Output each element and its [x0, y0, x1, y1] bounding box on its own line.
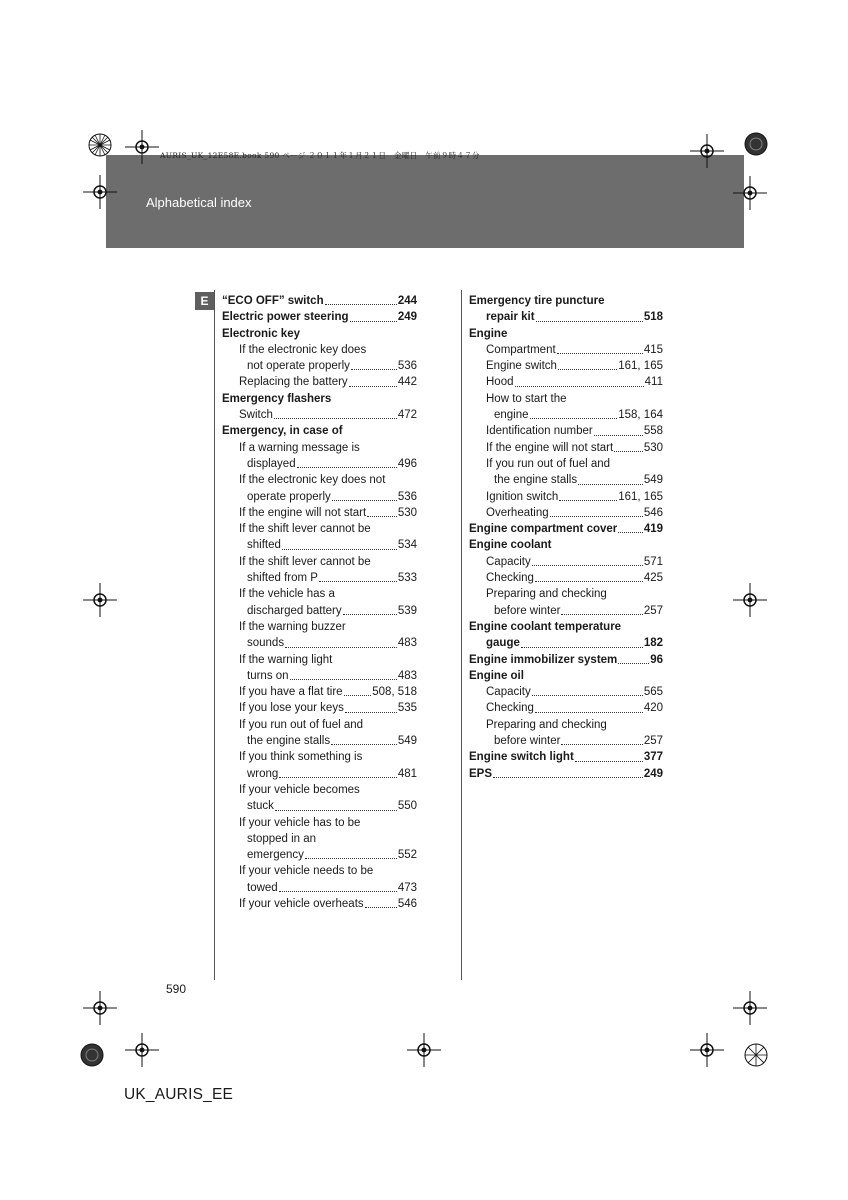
- leader-dots: [285, 646, 397, 648]
- index-entry: [469, 374, 663, 390]
- index-entry-page: 539: [397, 604, 417, 617]
- index-entry-text: Emergency, in case of: [222, 425, 343, 438]
- index-entry-page: 96: [650, 653, 663, 666]
- index-entry: [469, 766, 663, 782]
- left-column-rule: [214, 290, 215, 980]
- leader-dots: [535, 580, 643, 582]
- index-entry-page: 533: [397, 572, 417, 585]
- index-entry: [469, 521, 663, 537]
- leader-dots: [532, 694, 643, 696]
- index-entry: [469, 537, 663, 553]
- crosshair-mark: [80, 125, 120, 165]
- index-entry: [222, 668, 417, 684]
- index-entry-page: 565: [643, 686, 663, 699]
- leader-dots: [550, 515, 643, 517]
- index-entry-text: the engine stalls: [494, 474, 578, 487]
- index-entry-text: Engine coolant temperature: [469, 620, 622, 633]
- leader-dots: [351, 368, 397, 370]
- index-entry-page: 420: [643, 702, 663, 715]
- index-entry-text: If you think something is: [239, 751, 363, 764]
- crosshair-mark: [736, 1035, 776, 1075]
- index-entry: [222, 374, 417, 390]
- index-entry: [222, 342, 417, 358]
- index-entry-page: 534: [397, 539, 417, 552]
- index-entry: [222, 635, 417, 651]
- index-entry: [222, 749, 417, 765]
- index-entry: [469, 423, 663, 439]
- leader-dots: [297, 466, 397, 468]
- index-entry-text: emergency: [247, 849, 304, 862]
- index-entry: [469, 309, 663, 325]
- index-entry: [222, 652, 417, 668]
- index-entry: [469, 342, 663, 358]
- index-entry: [469, 684, 663, 700]
- index-entry-text: engine: [494, 409, 529, 422]
- index-entry: [222, 798, 417, 814]
- index-entry-text: shifted from P: [247, 572, 318, 585]
- index-entry-text: EPS: [469, 767, 493, 780]
- leader-dots: [559, 499, 617, 501]
- index-entry-text: If the warning light: [239, 653, 333, 666]
- leader-dots: [279, 890, 397, 892]
- index-entry-text: stuck: [247, 800, 274, 813]
- index-entry-text: Engine compartment cover: [469, 523, 618, 536]
- index-entry-text: If your vehicle has to be: [239, 816, 361, 829]
- index-entry-text: If a warning message is: [239, 441, 360, 454]
- index-entry-page: 161, 165: [618, 490, 663, 503]
- leader-dots: [575, 760, 643, 762]
- registration-target-icon: [690, 134, 724, 168]
- index-entry-text: If the warning buzzer: [239, 620, 346, 633]
- index-entry-text: Preparing and checking: [486, 718, 607, 731]
- index-entry: [222, 391, 417, 407]
- index-entry-text: Capacity: [486, 686, 531, 699]
- index-entry-page: 535: [397, 702, 417, 715]
- index-entry-text: gauge: [486, 637, 520, 650]
- index-entry: [222, 831, 417, 847]
- index-entry-page: 549: [643, 474, 663, 487]
- index-entry-text: Emergency tire puncture: [469, 295, 605, 307]
- index-entry-page: 425: [643, 572, 663, 585]
- index-entry-text: Preparing and checking: [486, 588, 607, 601]
- index-entry-text: “ECO OFF” switch: [222, 295, 324, 307]
- index-entry: [222, 684, 417, 700]
- index-entry: [469, 717, 663, 733]
- index-entry-page: 442: [397, 376, 417, 389]
- index-entry-text: Identification number: [486, 425, 593, 438]
- index-entry-page: 249: [643, 767, 663, 780]
- index-entry-text: Capacity: [486, 555, 531, 568]
- index-entry-text: Overheating: [486, 506, 549, 519]
- leader-dots: [561, 743, 642, 745]
- index-entry-text: stopped in an: [247, 832, 317, 845]
- index-entry: [222, 619, 417, 635]
- index-entry-page: 415: [643, 343, 663, 356]
- index-entry-page: 257: [643, 735, 663, 748]
- leader-dots: [282, 548, 397, 550]
- index-entry-page: 571: [643, 555, 663, 568]
- index-entry-text: Engine: [469, 327, 508, 340]
- registration-target-icon: [83, 991, 117, 1025]
- index-entry: [469, 603, 663, 619]
- index-entry-page: 483: [397, 637, 417, 650]
- leader-dots: [558, 368, 617, 370]
- leader-dots: [332, 499, 397, 501]
- leader-dots: [493, 776, 643, 778]
- index-entry-text: repair kit: [486, 311, 535, 324]
- index-entry: [469, 505, 663, 521]
- leader-dots: [305, 857, 397, 859]
- index-entry-text: How to start the: [486, 392, 567, 405]
- leader-dots: [535, 711, 643, 713]
- index-entry: [222, 863, 417, 879]
- crosshair-mark: [72, 1035, 112, 1075]
- index-entry-text: Compartment: [486, 343, 556, 356]
- leader-dots: [614, 450, 643, 452]
- index-entry-text: wrong: [247, 767, 279, 780]
- index-entry: [469, 619, 663, 635]
- leader-dots: [279, 776, 396, 778]
- index-entry: [222, 521, 417, 537]
- index-entry: [469, 489, 663, 505]
- index-entry-page: 496: [397, 457, 417, 470]
- index-entry: [469, 700, 663, 716]
- page-title: Alphabetical index: [146, 195, 252, 210]
- index-entry: [222, 766, 417, 782]
- index-entry: [469, 749, 663, 765]
- crosshair-mark: [736, 124, 776, 164]
- index-entry: [222, 440, 417, 456]
- index-entry-text: If the vehicle has a: [239, 588, 335, 601]
- index-entry-text: Ignition switch: [486, 490, 559, 503]
- index-entry-text: displayed: [247, 457, 296, 470]
- index-entry: [222, 815, 417, 831]
- leader-dots: [618, 662, 649, 664]
- registration-target-icon: [407, 1033, 441, 1067]
- registration-target-icon: [690, 1033, 724, 1067]
- index-entry-text: If you have a flat tire: [239, 686, 343, 699]
- leader-dots: [319, 580, 397, 582]
- index-entry-text: Engine switch light: [469, 751, 574, 764]
- index-entry-page: 508, 518: [372, 686, 417, 699]
- index-entry: [469, 586, 663, 602]
- index-entry-text: Hood: [486, 376, 514, 389]
- index-entry-page: 530: [397, 506, 417, 519]
- index-entry-page: 518: [643, 311, 663, 324]
- index-entry: [222, 603, 417, 619]
- leader-dots: [532, 564, 643, 566]
- index-entry-page: 536: [397, 490, 417, 503]
- index-entry-page: 257: [643, 604, 663, 617]
- index-entry-text: not operate properly: [247, 360, 350, 373]
- leader-dots: [290, 678, 397, 680]
- leader-dots: [515, 385, 644, 387]
- index-entry-text: Replacing the battery: [239, 376, 348, 389]
- index-entry-page: 249: [397, 311, 417, 324]
- index-entry: [222, 309, 417, 325]
- index-entry: [469, 472, 663, 488]
- index-entry-text: turns on: [247, 669, 289, 682]
- registration-target-icon: [83, 175, 117, 209]
- index-entry: [222, 880, 417, 896]
- index-entry: [469, 326, 663, 342]
- index-entry-page: 483: [397, 669, 417, 682]
- index-entry-page: 550: [397, 800, 417, 813]
- leader-dots: [331, 743, 397, 745]
- index-entry-text: Electric power steering: [222, 311, 349, 324]
- leader-dots: [561, 613, 642, 615]
- index-column-left: [222, 293, 417, 912]
- index-entry: [222, 733, 417, 749]
- registration-target-icon: [733, 583, 767, 617]
- index-entry-text: shifted: [247, 539, 281, 552]
- index-entry-page: 419: [643, 523, 663, 536]
- index-entry: [222, 896, 417, 912]
- index-entry-text: If the engine will not start: [486, 441, 614, 454]
- registration-target-icon: [83, 583, 117, 617]
- leader-dots: [274, 417, 397, 419]
- index-entry-text: If you lose your keys: [239, 702, 344, 715]
- index-entry-page: 549: [397, 735, 417, 748]
- index-entry: [222, 586, 417, 602]
- index-entry: [222, 293, 417, 309]
- index-entry-page: 552: [397, 849, 417, 862]
- index-entry-text: Checking: [486, 702, 534, 715]
- index-entry: [469, 440, 663, 456]
- leader-dots: [578, 483, 643, 485]
- index-entry-text: before winter: [494, 604, 561, 617]
- index-entry-text: If your vehicle needs to be: [239, 865, 374, 878]
- index-entry-text: sounds: [247, 637, 285, 650]
- index-entry-text: the engine stalls: [247, 735, 331, 748]
- index-entry-text: towed: [247, 881, 278, 894]
- leader-dots: [365, 906, 397, 908]
- index-entry-page: 473: [397, 881, 417, 894]
- leader-dots: [350, 320, 397, 322]
- index-entry-page: 411: [644, 376, 663, 389]
- index-entry-text: Emergency flashers: [222, 392, 332, 405]
- registration-target-icon: [733, 991, 767, 1025]
- index-entry-text: If the shift lever cannot be: [239, 555, 371, 568]
- index-entry-text: If the electronic key does: [239, 343, 367, 356]
- registration-target-icon: [125, 1033, 159, 1067]
- index-entry: [469, 407, 663, 423]
- leader-dots: [530, 417, 618, 419]
- index-entry: [222, 326, 417, 342]
- index-entry: [469, 456, 663, 472]
- index-entry-text: Engine coolant: [469, 539, 552, 552]
- leader-dots: [325, 303, 397, 305]
- index-entry-text: Engine switch: [486, 360, 557, 373]
- index-entry: [469, 358, 663, 374]
- index-entry: [469, 293, 663, 309]
- index-entry-text: discharged battery: [247, 604, 342, 617]
- index-entry-page: 481: [397, 767, 417, 780]
- index-entry: [469, 570, 663, 586]
- page-number: 590: [166, 982, 187, 996]
- index-entry-page: 377: [643, 751, 663, 764]
- index-entry-page: 158, 164: [618, 409, 663, 422]
- index-column-right: [469, 293, 663, 782]
- index-entry: [222, 423, 417, 439]
- index-entry: [222, 358, 417, 374]
- index-entry-text: Electronic key: [222, 327, 300, 340]
- index-entry: [222, 537, 417, 553]
- leader-dots: [618, 531, 643, 533]
- index-entry: [222, 489, 417, 505]
- leader-dots: [343, 613, 397, 615]
- index-entry-text: Checking: [486, 572, 534, 585]
- index-entry-text: If you run out of fuel and: [486, 457, 611, 470]
- index-entry: [469, 635, 663, 651]
- index-entry: [222, 554, 417, 570]
- registration-target-icon: [733, 176, 767, 210]
- index-entry-page: 182: [643, 637, 663, 650]
- index-entry-page: 472: [397, 409, 417, 422]
- file-info: AURIS_UK_12E58E.book 590 ページ ２０１１年１月２１日 金曜日 午前９時４７分: [160, 151, 480, 160]
- index-entry-text: If the engine will not start: [239, 506, 367, 519]
- index-entry: [469, 554, 663, 570]
- leader-dots: [349, 385, 397, 387]
- index-entry: [222, 717, 417, 733]
- index-entry: [222, 456, 417, 472]
- index-entry-text: Engine oil: [469, 669, 524, 682]
- index-entry-page: 536: [397, 360, 417, 373]
- footer-code: UK_AURIS_EE: [124, 1086, 234, 1103]
- leader-dots: [536, 320, 643, 322]
- index-entry: [469, 668, 663, 684]
- index-entry: [222, 407, 417, 423]
- index-entry: [222, 782, 417, 798]
- middle-column-rule: [461, 290, 462, 980]
- index-entry-page: 546: [397, 897, 417, 910]
- index-entry-text: If your vehicle becomes: [239, 783, 360, 796]
- index-entry-page: 558: [643, 425, 663, 438]
- index-entry-text: If the shift lever cannot be: [239, 523, 371, 536]
- index-entry-text: If you run out of fuel and: [239, 718, 364, 731]
- index-entry: [222, 847, 417, 863]
- index-entry-text: Switch: [239, 409, 273, 422]
- leader-dots: [367, 515, 397, 517]
- index-entry: [222, 570, 417, 586]
- index-entry: [469, 391, 663, 407]
- index-entry: [222, 472, 417, 488]
- leader-dots: [594, 434, 643, 436]
- leader-dots: [521, 646, 643, 648]
- index-entry-text: Engine immobilizer system: [469, 653, 618, 666]
- index-entry-page: 244: [397, 295, 417, 307]
- index-entry-text: If the electronic key does not: [239, 474, 386, 487]
- leader-dots: [344, 694, 372, 696]
- index-entry: [222, 505, 417, 521]
- section-letter-tab: E: [195, 292, 214, 310]
- index-entry-page: 161, 165: [618, 360, 663, 373]
- leader-dots: [275, 809, 397, 811]
- index-entry-text: before winter: [494, 735, 561, 748]
- index-entry-page: 530: [643, 441, 663, 454]
- index-entry-page: 546: [643, 506, 663, 519]
- index-entry-text: operate properly: [247, 490, 331, 503]
- index-entry-text: If your vehicle overheats: [239, 897, 364, 910]
- index-entry: [469, 652, 663, 668]
- leader-dots: [557, 352, 643, 354]
- registration-target-icon: [125, 130, 159, 164]
- index-entry: [222, 700, 417, 716]
- leader-dots: [345, 711, 397, 713]
- index-entry: [469, 733, 663, 749]
